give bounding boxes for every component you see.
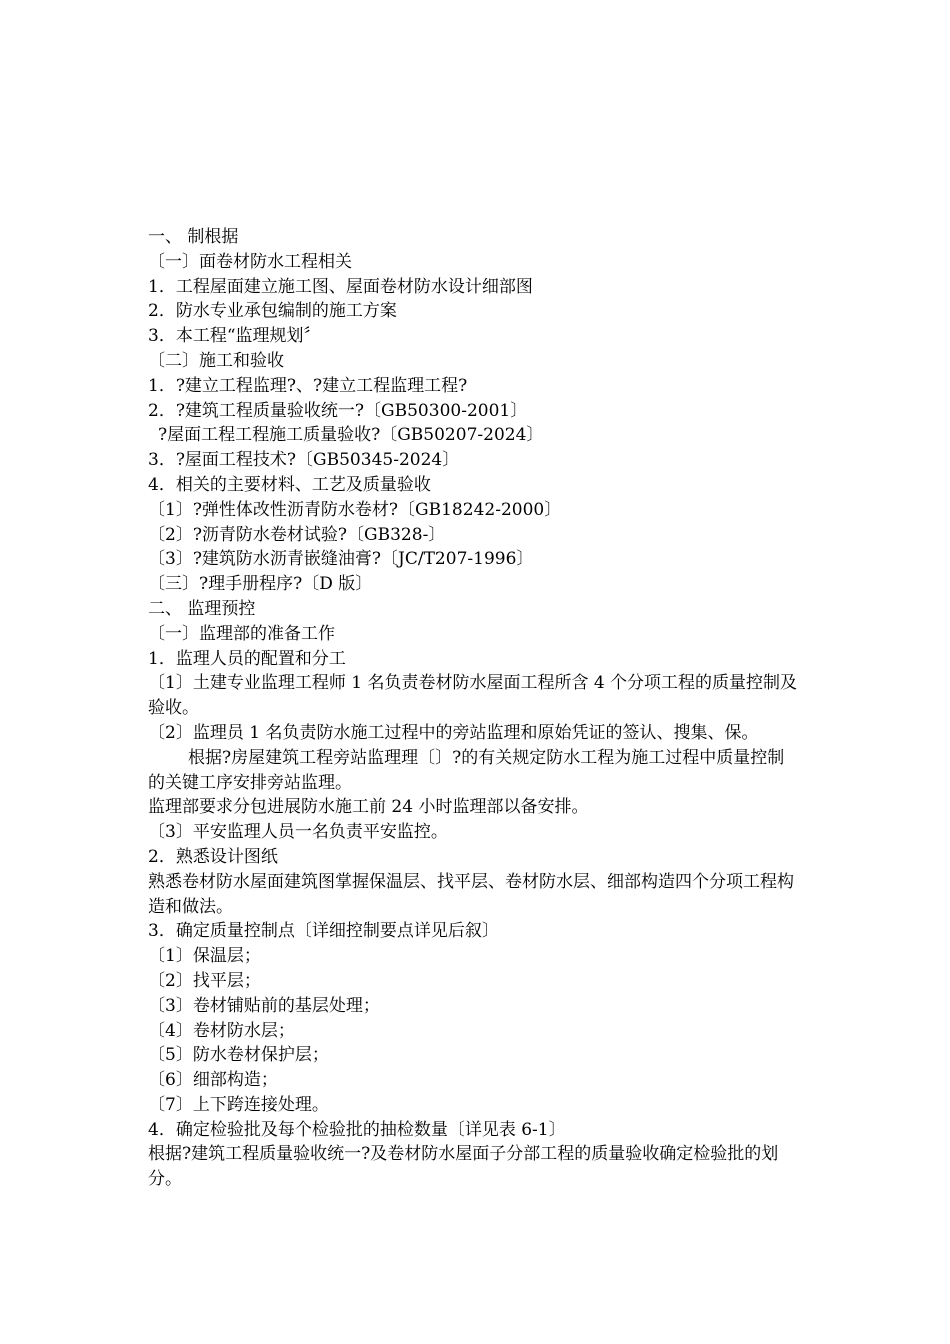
section-heading-2: 二、 监理预控 xyxy=(148,598,256,619)
sub-list-item: 〔3〕平安监理人员一名负责平安监控。 xyxy=(148,822,448,843)
list-item: 2．?建筑工程质量验收统一?〔GB50300-2001〕 xyxy=(148,400,528,421)
list-item: 4．确定检验批及每个检验批的抽检数量〔详见表 6-1〕 xyxy=(148,1119,566,1140)
subsection-heading: 〔一〕监理部的准备工作 xyxy=(148,623,335,644)
document-body xyxy=(148,225,808,1192)
list-item-continuation: ?屋面工程工程施工质量验收?〔GB50207-2024〕 xyxy=(158,425,544,446)
list-item: 1．监理人员的配置和分工 xyxy=(148,648,346,669)
paragraph-indented: 根据?房屋建筑工程旁站监理理〔〕?的有关规定防水工程为施工过程中质量控制的关键工序安排旁站监理。 xyxy=(148,747,785,793)
paragraph: 监理部要求分包进展防水施工前 24 小时监理部以备安排。 xyxy=(148,797,589,818)
list-item: 3．?屋面工程技术?〔GB50345-2024〕 xyxy=(148,450,460,471)
sub-list-item: 〔5〕防水卷材保护层； xyxy=(148,1045,329,1066)
paragraph: 〔2〕监理员 1 名负责防水施工过程中的旁站监理和原始凭证的签认、搜集、保。 xyxy=(148,722,759,743)
subsection-heading: 〔二〕施工和验收 xyxy=(148,350,284,371)
list-item: 1．?建立工程监理?、?建立工程监理工程? xyxy=(148,375,468,396)
sub-list-item: 〔3〕卷材铺贴前的基层处理； xyxy=(148,995,380,1016)
list-item: 3．确定质量控制点〔详细控制要点详见后叙〕 xyxy=(148,921,499,942)
sub-list-item: 〔4〕卷材防水层； xyxy=(148,1020,295,1041)
paragraph: 〔1〕土建专业监理工程师 1 名负责卷材防水屋面工程所含 4 个分项工程的质量控制及验收。 xyxy=(148,673,798,719)
list-item: 2．熟悉设计图纸 xyxy=(148,846,278,867)
subsection-heading: 〔三〕?理手册程序?〔D 版〕 xyxy=(148,574,373,595)
subsection-heading: 〔一〕面卷材防水工程相关 xyxy=(148,251,352,272)
sub-list-item: 〔6〕细部构造； xyxy=(148,1070,278,1091)
paragraph: 根据?建筑工程质量验收统一?及卷材防水屋面子分部工程的质量验收确定检验批的划分。 xyxy=(148,1144,779,1190)
sub-list-item: 〔1〕保温层； xyxy=(148,946,261,967)
section-heading-1: 一、 制根据 xyxy=(148,227,239,247)
list-item: 2．防水专业承包编制的施工方案 xyxy=(148,301,397,322)
list-item: 3．本工程“监理规划〞 xyxy=(148,326,321,347)
list-item: 1．工程屋面建立施工图、屋面卷材防水设计细部图 xyxy=(148,276,533,297)
paragraph: 熟悉卷材防水屋面建筑图掌握保温层、找平层、卷材防水层、细部构造四个分项工程构造和做法。 xyxy=(148,871,794,917)
sub-list-item: 〔1〕?弹性体改性沥青防水卷材?〔GB18242-2000〕 xyxy=(148,499,562,520)
sub-list-item: 〔2〕找平层； xyxy=(148,970,261,991)
sub-list-item: 〔2〕?沥青防水卷材试验?〔GB328-〕 xyxy=(148,524,446,545)
list-item: 4．相关的主要材料、工艺及质量验收 xyxy=(148,474,431,495)
sub-list-item: 〔3〕?建筑防水沥青嵌缝油膏?〔JC/T207-1996〕 xyxy=(148,549,534,570)
sub-list-item: 〔7〕上下跨连接处理。 xyxy=(148,1094,329,1115)
